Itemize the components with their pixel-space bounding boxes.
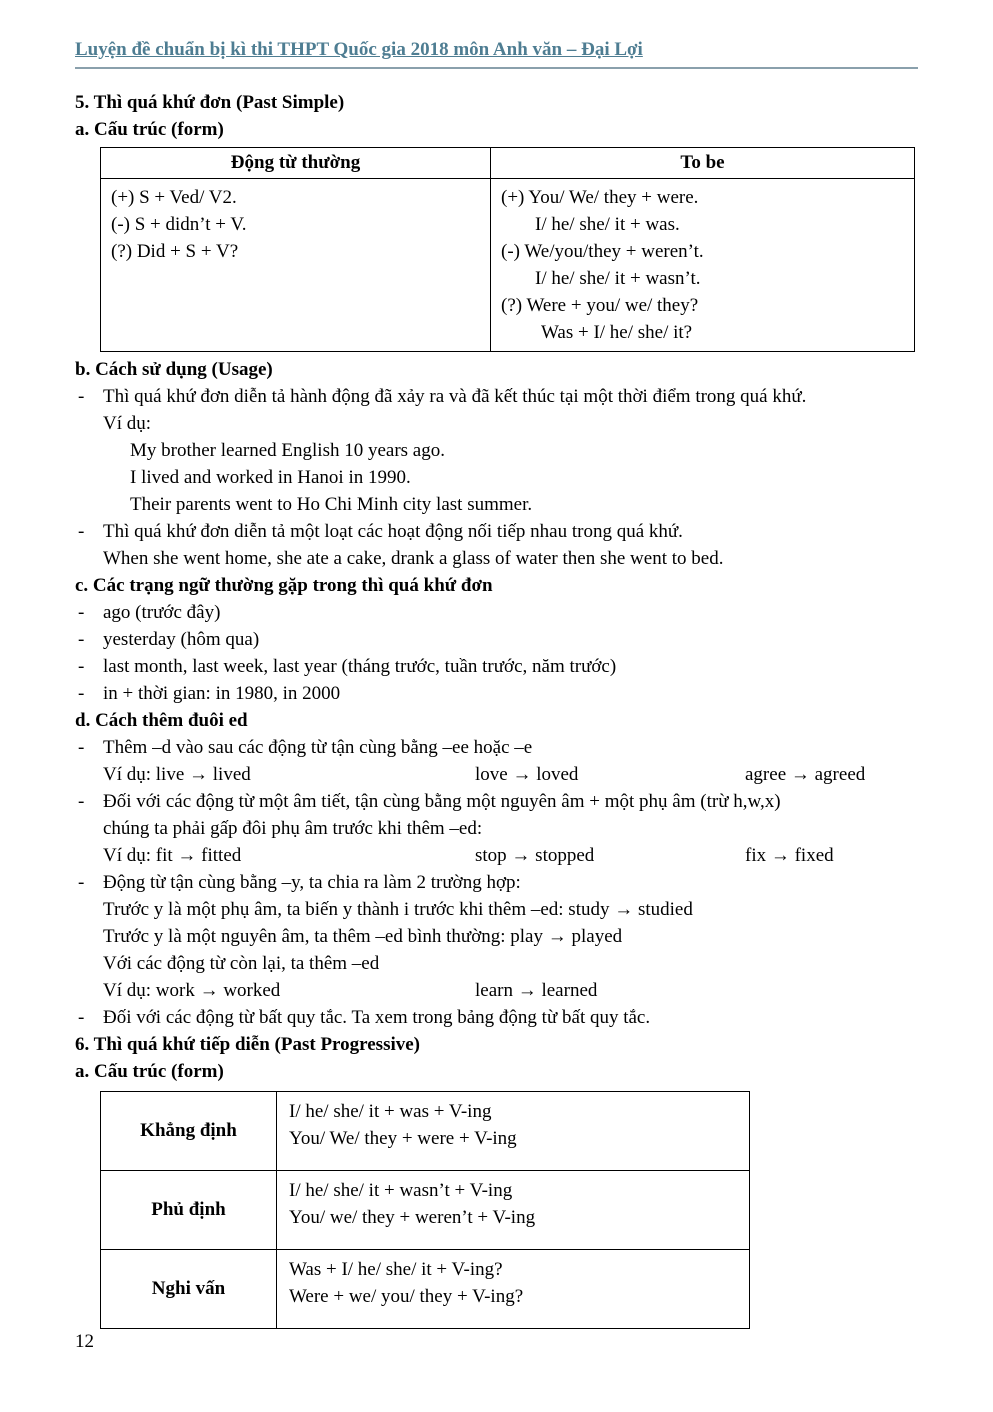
- document-header-title: Luyện đề chuẩn bị kì thi THPT Quốc gia 2018 môn Anh văn – Đại Lợi: [75, 39, 643, 60]
- formula-line: (+) You/ We/ they + were.: [501, 187, 699, 208]
- bullet-marker: -: [78, 872, 85, 893]
- example-pair: love → loved: [475, 764, 579, 785]
- bullet-item: [75, 788, 918, 842]
- table-body-row: [101, 179, 914, 351]
- bullet-item: [75, 653, 918, 680]
- past-progressive-form-heading: a. Cấu trúc (form): [75, 1061, 224, 1082]
- formula-line: Was + I/ he/ she/ it?: [541, 322, 693, 343]
- bullet-item: [75, 518, 918, 572]
- ed-rule: Động từ tận cùng bằng –y, ta chia ra làm 2 trường hợp:: [103, 872, 521, 893]
- bullet-marker: -: [78, 791, 85, 812]
- bullet-item: [75, 383, 918, 518]
- bullet-text: [103, 383, 918, 518]
- bullet-item: [75, 1004, 918, 1031]
- table-header-row: [101, 148, 914, 179]
- bullet-item: [75, 734, 918, 761]
- bullet-text: [103, 869, 918, 977]
- example-pair: Ví dụ: live → lived: [103, 764, 251, 785]
- example-sentence: Their parents went to Ho Chi Minh city last summer.: [130, 494, 533, 515]
- past-simple-title: 5. Thì quá khứ đơn (Past Simple): [75, 92, 345, 113]
- table-row-content: [277, 1092, 749, 1170]
- example-row: [75, 842, 918, 869]
- bullet-marker: -: [78, 629, 85, 650]
- formula-line: (-) S + didn’t + V.: [111, 214, 247, 235]
- example-pair: learn → learned: [475, 980, 598, 1001]
- bullet-text: [103, 518, 918, 572]
- formula-line: Was + I/ he/ she/ it + V-ing?: [289, 1259, 503, 1280]
- table-row-label: Khẳng định: [101, 1092, 277, 1170]
- formula-line: I/ he/ she/ it + was.: [535, 214, 680, 235]
- table-cell-regular-verbs: [101, 179, 491, 351]
- ed-heading: d. Cách thêm đuôi ed: [75, 710, 248, 731]
- table-row-label: Phủ định: [101, 1171, 277, 1249]
- ed-rule: Đối với các động từ một âm tiết, tận cùng bằng một nguyên âm + một phụ âm (trừ h,w,x): [103, 791, 781, 812]
- example-pair: Ví dụ: work → worked: [103, 980, 281, 1001]
- bullet-item: [75, 626, 918, 653]
- formula-line: Were + we/ you/ they + V-ing?: [289, 1286, 524, 1307]
- example-label: Ví dụ:: [103, 413, 152, 434]
- past-progressive-title: 6. Thì quá khứ tiếp diễn (Past Progressive): [75, 1034, 420, 1055]
- ed-rule: Thêm –d vào sau các động từ tận cùng bằng –ee hoặc –e: [103, 737, 533, 758]
- table-row: [101, 1170, 749, 1249]
- past-simple-form-heading: a. Cấu trúc (form): [75, 119, 224, 140]
- example-pair: fix → fixed: [745, 845, 834, 866]
- usage-rule: Thì quá khứ đơn diễn tả hành động đã xảy ra và đã kết thúc tại một thời điểm trong quá khứ.: [103, 386, 807, 407]
- table-row: [101, 1092, 749, 1170]
- example-sentence: I lived and worked in Hanoi in 1990.: [130, 467, 411, 488]
- page-number: 12: [75, 1331, 94, 1352]
- formula-line: (?) Were + you/ we/ they?: [501, 295, 699, 316]
- table-row-label: Nghi vấn: [101, 1250, 277, 1328]
- formula-line: I/ he/ she/ it + wasn’t.: [535, 268, 701, 289]
- adverb-item: in + thời gian: in 1980, in 2000: [103, 683, 341, 704]
- formula-line: I/ he/ she/ it + wasn’t + V-ing: [289, 1180, 513, 1201]
- ed-rule-case: Trước y là một phụ âm, ta biến y thành i trước khi thêm –ed: study → studied: [103, 899, 693, 920]
- bullet-item: [75, 599, 918, 626]
- ed-rule-case: Trước y là một nguyên âm, ta thêm –ed bình thường: play → played: [103, 926, 623, 947]
- bullet-marker: -: [78, 683, 85, 704]
- bullet-marker: -: [78, 521, 85, 542]
- example-pair: agree → agreed: [745, 764, 866, 785]
- bullet-item: [75, 680, 918, 707]
- adverb-item: ago (trước đây): [103, 602, 221, 623]
- bullet-marker: -: [78, 737, 85, 758]
- past-progressive-form-table: [100, 1091, 750, 1329]
- bullet-marker: -: [78, 1007, 85, 1028]
- adverb-item: yesterday (hôm qua): [103, 629, 260, 650]
- past-simple-form-table: [100, 147, 915, 352]
- table-row-content: [277, 1171, 749, 1249]
- example-row: [75, 761, 918, 788]
- formula-line: You/ We/ they + were + V-ing: [289, 1128, 517, 1149]
- table-header-regular-verbs: Động từ thường: [101, 148, 491, 178]
- ed-rule-continuation: chúng ta phải gấp đôi phụ âm trước khi thêm –ed:: [103, 818, 483, 839]
- example-sentence: My brother learned English 10 years ago.: [130, 440, 445, 461]
- document-header: [75, 38, 918, 69]
- usage-rule: Thì quá khứ đơn diễn tả một loạt các hoạt động nối tiếp nhau trong quá khứ.: [103, 521, 683, 542]
- ed-rule: Đối với các động từ bất quy tắc. Ta xem trong bảng động từ bất quy tắc.: [103, 1007, 651, 1028]
- table-header-to-be: To be: [680, 152, 725, 173]
- example-sentence: When she went home, she ate a cake, drank a glass of water then she went to bed.: [103, 548, 724, 569]
- adverbs-heading: c. Các trạng ngữ thường gặp trong thì quá khứ đơn: [75, 575, 493, 596]
- bullet-marker: -: [78, 602, 85, 623]
- example-pair: stop → stopped: [475, 845, 595, 866]
- table-row: [101, 1249, 749, 1328]
- formula-line: You/ we/ they + weren’t + V-ing: [289, 1207, 536, 1228]
- formula-line: (-) We/you/they + weren’t.: [501, 241, 704, 262]
- bullet-text: [103, 788, 918, 842]
- example-row: [75, 977, 918, 1004]
- bullet-marker: -: [78, 656, 85, 677]
- example-pair: Ví dụ: fit → fitted: [103, 845, 242, 866]
- adverb-item: last month, last week, last year (tháng trước, tuần trước, năm trước): [103, 656, 617, 677]
- table-row-content: [277, 1250, 749, 1328]
- bullet-item: [75, 869, 918, 977]
- formula-line: (+) S + Ved/ V2.: [111, 187, 237, 208]
- formula-line: I/ he/ she/ it + was + V-ing: [289, 1101, 492, 1122]
- formula-line: (?) Did + S + V?: [111, 241, 239, 262]
- ed-rule-case: Với các động từ còn lại, ta thêm –ed: [103, 953, 380, 974]
- table-cell-to-be: [491, 179, 914, 351]
- usage-heading: b. Cách sử dụng (Usage): [75, 359, 273, 380]
- bullet-marker: -: [78, 386, 85, 407]
